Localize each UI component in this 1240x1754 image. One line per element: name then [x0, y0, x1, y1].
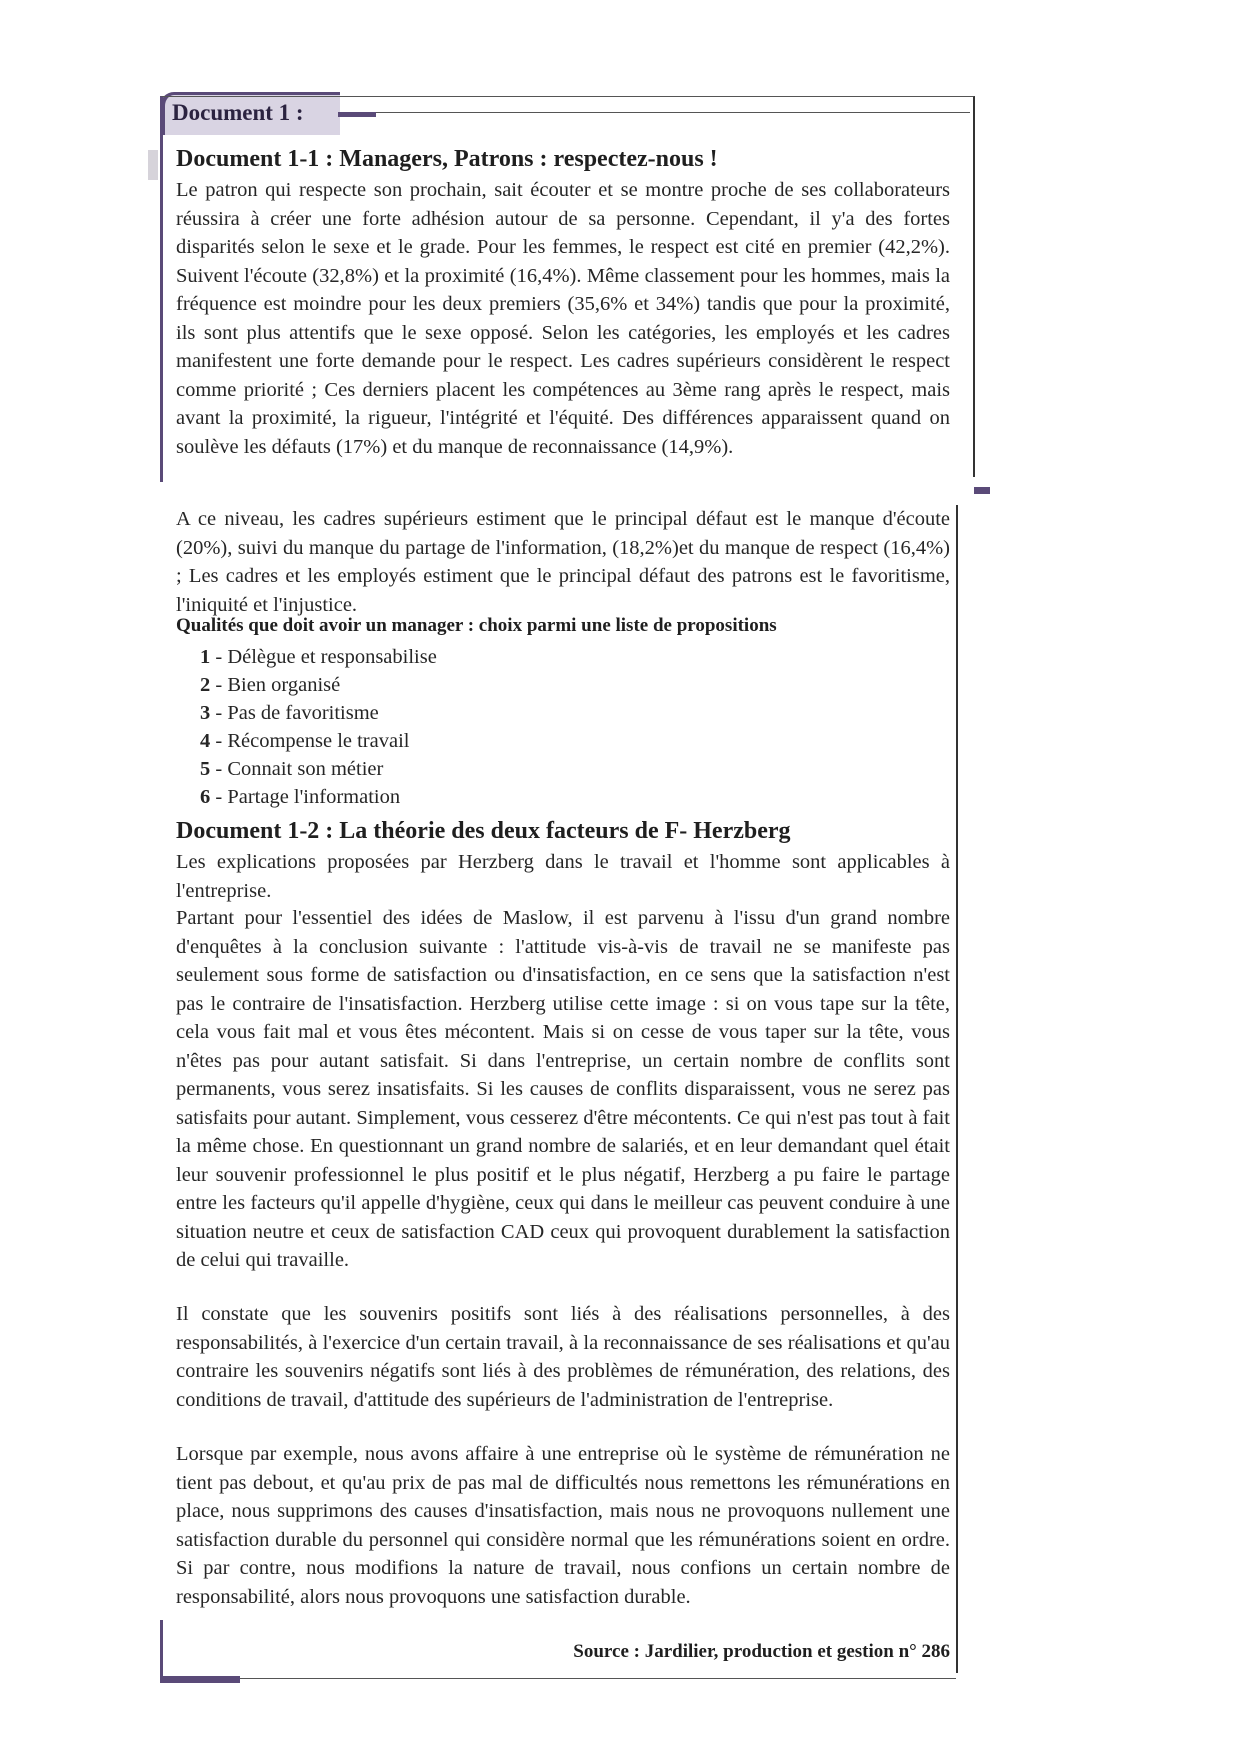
list-item-text: Délègue et responsabilise — [227, 646, 437, 668]
source-citation: Source : Jardilier, production et gestion n° 286 — [573, 1641, 950, 1662]
frame-corner — [160, 476, 163, 482]
list-item: 2 - Bien organisé — [200, 674, 341, 696]
list-item-number: 1 — [200, 646, 211, 668]
list-item-text: Connait son métier — [227, 758, 384, 780]
document-1-1-title: Document 1-1 : Managers, Patrons : respectez-nous ! — [176, 146, 718, 172]
document-1-2-paragraph: Partant pour l'essentiel des idées de Maslow, il est parvenu à l'issu d'un grand nombre d'enquêtes à la conclusion suivante : l'attitude vis-à-vis de travail ne se manifeste pas seulement sous forme de satisfaction ou d'insatisfaction, en ce sens que la satisfaction n'est pas le contraire de l'insatisfaction. Herzberg utilise cette image : si on vous tape sur la tête, cela vous fait mal et vous êtes mécontent. Mais si on cesse de vous taper sur la tête, vous n'êtes pas pour autant satisfait. Si dans l'entreprise, un certain nombre de conflits sont permanents, vous serez insatisfaits. Si les causes de conflits disparaissent, vous ne serez pas satisfaits pour autant. Simplement, vous cesserez d'être mécontents. Ce qui n'est pas tout à fait la même chose. En questionnant un grand nombre de salariés, et en leur demandant quel était leur souvenir professionnel le plus positif et le plus négatif, Herzberg a pu faire le partage entre les facteurs qu'il appelle d'hygiène, ceux qui dans le meilleur cas peuvent conduire à une situation neutre et ceux de satisfaction CAD ceux qui provoquent durablement la satisfaction de celui qui travaille. — [176, 907, 950, 1271]
list-item-text: Partage l'information — [227, 786, 401, 808]
document-1-2-paragraph: Lorsque par exemple, nous avons affaire à une entreprise où le système de rémunération ne tient pas debout, et qu'au prix de pas mal de difficultés nous remettons les rémunérations en place, nous supprimons des causes d'insatisfaction, mais nous ne provoquons nullement une satisfaction durable du personnel qui considère normal que les rémunérations soient en ordre. Si par contre, nous modifions la nature de travail, nous confions un certain nombre de responsabilité, alors nous provoquons une satisfaction durable. — [176, 1443, 950, 1608]
bottom-rule — [240, 1678, 956, 1679]
list-item: 5 - Connait son métier — [200, 758, 384, 780]
list-item: 1 - Délègue et responsabilise — [200, 646, 437, 668]
document-1-1-paragraph: Le patron qui respecte son prochain, sait écouter et se montre proche de ses collaborateurs réussira à créer une forte adhésion autour de sa personne. Cependant, il y'a des fortes disparités selon le sexe et le grade. Pour les femmes, le respect est cité en premier (42,2%). Suivent l'écoute (32,8%) et la proximité (16,4%). Même classement pour les hommes, mais la fréquence est moindre pour les deux premiers (35,6% et 34%) tandis que pour la proximité, ils sont plus attentifs que le sexe opposé. Selon les catégories, les employés et les cadres manifestent une forte demande pour le respect. Les cadres supérieurs considèrent le respect comme priorité ; Ces derniers placent les compétences au 3ème rang après le respect, mais avant la proximité, la rigueur, l'intégrité et l'équité. Des différences apparaissent quand on soulève les défauts (17%) et du manque de reconnaissance (14,9%). — [176, 179, 950, 458]
list-item: 4 - Récompense le travail — [200, 730, 410, 752]
scan-artifact — [148, 150, 158, 180]
list-item-number: 5 — [200, 758, 211, 780]
document-tab-label: Document 1 : — [172, 100, 304, 125]
frame-corner-bottom — [160, 1620, 163, 1678]
qualities-title: Qualités que doit avoir un manager : choix parmi une liste de propositions — [176, 615, 777, 636]
document-1-1-paragraph: A ce niveau, les cadres supérieurs estiment que le principal défaut est le manque d'écoute (20%), suivi du manque du partage de l'information, (18,2%)et du manque de respect (16,4%) ; Les cadres et les employés estiment que le principal défaut des patrons est le favoritisme, l'iniquité et l'injustice. — [176, 508, 950, 616]
list-item: 6 - Partage l'information — [200, 786, 401, 808]
document-1-2-paragraph: Les explications proposées par Herzberg dans le travail et l'homme sont applicables à l'entreprise. — [176, 851, 950, 902]
list-item: 3 - Pas de favoritisme — [200, 702, 379, 724]
list-item-number: 4 — [200, 730, 211, 752]
margin-marker — [974, 487, 990, 494]
list-item-text: Pas de favoritisme — [227, 702, 379, 724]
list-item-number: 3 — [200, 702, 211, 724]
list-item-text: Bien organisé — [227, 674, 341, 696]
list-item-text: Récompense le travail — [227, 730, 410, 752]
qualities-list — [200, 643, 437, 811]
document-1-2-paragraph: Il constate que les souvenirs positifs sont liés à des réalisations personnelles, à des responsabilités, à l'exercice d'un certain travail, à la reconnaissance de ses réalisations et qu'au contraire les souvenirs négatifs sont liés à des problèmes de rémunération, des relations, des conditions de travail, d'attitude des supérieurs de l'administration de l'entreprise. — [176, 1303, 950, 1411]
document-1-2-title: Document 1-2 : La théorie des deux facteurs de F- Herzberg — [176, 818, 791, 844]
list-item-number: 6 — [200, 786, 211, 808]
list-item-number: 2 — [200, 674, 211, 696]
bottom-accent-bar — [160, 1676, 240, 1683]
